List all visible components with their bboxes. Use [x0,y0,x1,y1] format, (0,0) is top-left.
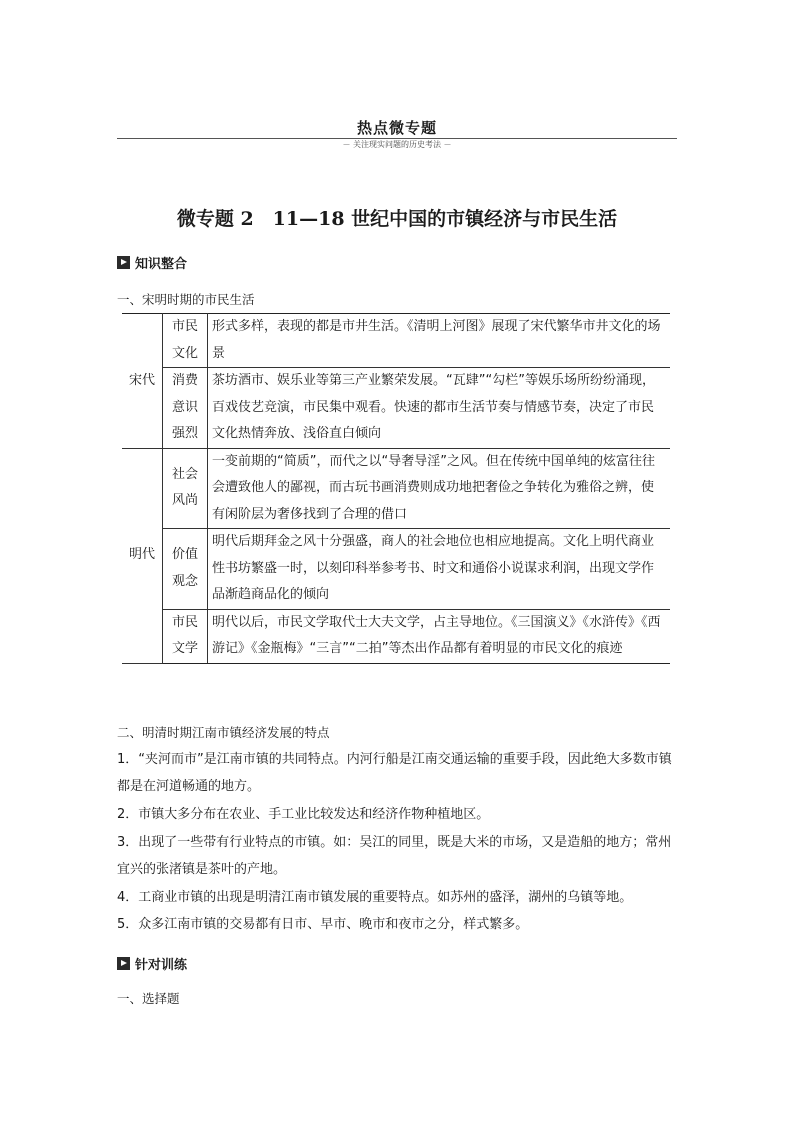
row-text: 形式多样，表现的都是市井生活。《清明上河图》展现了宋代繁华市井文化的场景 [208,314,671,368]
table-row [122,609,670,663]
row-label: 市民 文化 [163,314,208,368]
era-cell-song: 宋代 [122,314,163,449]
row-text: 明代以后，市民文学取代士大夫文学，占主导地位。《三国演义》《水浒传》《西游记》《金瓶梅》“三言”“二拍”等杰出作品都有着明显的市民文化的痕迹 [208,609,671,663]
section-heading-label: 针对训练 [135,958,188,973]
play-triangle-icon [117,256,130,269]
section-heading-label: 知识整合 [135,257,188,272]
list-item: 4．工商业市镇的出现是明清江南市镇发展的重要特点。如苏州的盛泽，湖州的乌镇等地。 [117,890,633,905]
list-item: 2．市镇大多分布在农业、手工业比较发达和经济作物种植地区。 [117,807,490,822]
table-row [122,448,670,529]
row-text: 茶坊酒市、娱乐业等第三产业繁荣发展。“瓦肆”“勾栏”等娱乐场所纷纷涌现，百戏伎艺竞演，市民集中观看。快速的都市生活节奏与情感节奏，决定了市民文化热情奔放、浅俗直白倾向 [208,368,671,449]
table-row [122,314,670,368]
knowledge-table [122,313,670,664]
row-label: 市民 文学 [163,609,208,663]
row-text: 一变前期的“简质”，而代之以“导奢导淫”之风。但在传统中国单纯的炫富往往会遭致他人的鄙视，而古玩书画消费则成功地把奢俭之争转化为雅俗之辨，使有闲阶层为奢侈找到了合理的借口 [208,448,671,529]
banner-subtitle: － 关注现实问题的历史考法 － [342,140,452,149]
banner-title: 热点微专题 [356,119,437,137]
row-label: 消费 意识 强烈 [163,368,208,449]
section-heading-training [117,954,187,973]
play-triangle-icon [117,957,130,970]
subheading-choice: 一、选择题 [117,991,180,1006]
table-row [122,368,670,449]
page-title: 微专题 2 11—18 世纪中国的市镇经济与市民生活 [176,208,618,230]
subheading-jiangnan: 二、明清时期江南市镇经济发展的特点 [117,725,330,740]
section-heading-knowledge [117,253,187,272]
row-label: 社会 风尚 [163,448,208,529]
table-row [122,529,670,610]
row-text: 明代后期拜金之风十分强盛，商人的社会地位也相应地提高。文化上明代商业性书坊繁盛一时，以刻印科举参考书、时文和通俗小说谋求利润，出现文学作品渐趋商品化的倾向 [208,529,671,610]
subheading-song-ming: 一、宋明时期的市民生活 [117,292,255,307]
list-item: 1．“夹河而市”是江南市镇的共同特点。内河行船是江南交通运输的重要手段，因此绝大多数市镇都是在河道畅通的地方。 [117,752,672,794]
row-label: 价值 观念 [163,529,208,610]
list-item: 5．众多江南市镇的交易都有日市、早市、晚市和夜市之分，样式繁多。 [117,917,529,932]
era-cell-ming: 明代 [122,448,163,663]
list-item: 3．出现了一些带有行业特点的市镇。如：吴江的同里，既是大米的市场，又是造船的地方；常州宜兴的张渚镇是茶叶的产地。 [117,835,672,877]
